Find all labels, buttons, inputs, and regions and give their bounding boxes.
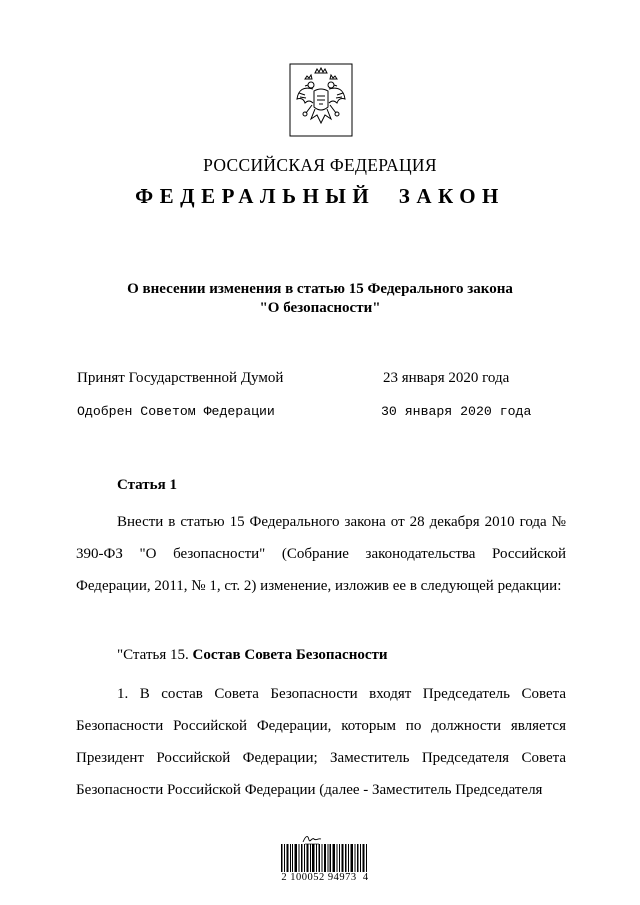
- quoted-article-heading: [117, 647, 388, 664]
- approved-by-council-date: 30 января 2020 года: [381, 404, 532, 419]
- document-type: ФЕДЕРАЛЬНЫЙ ЗАКОН: [135, 184, 505, 208]
- approved-by-council-label: Одобрен Советом Федерации: [77, 404, 275, 419]
- law-title-line-2: "О безопасности": [259, 300, 381, 316]
- barcode-icon: [281, 844, 367, 872]
- coat-of-arms-icon: [289, 63, 353, 137]
- article-point-1: 1. В состав Совета Безопасности входят Председатель Совета Безопасности Российской Федерации, которым по должности является Президент Российской Федерации; Заместитель Председателя Совета Безопасности Российской Федерации (далее - Заместитель Председателя: [76, 686, 566, 798]
- article-1-paragraph: Внести в статью 15 Федерального закона от 28 декабря 2010 года № 390-ФЗ "О безопасности" (Собрание законодательства Российской Федерации, 2011, № 1, ст. 2) изменение, изложив ее в следующей редакции:: [76, 514, 566, 594]
- law-title-line-1: О внесении изменения в статью 15 Федерального закона: [127, 281, 513, 297]
- adopted-by-duma-label: Принят Государственной Думой: [77, 370, 284, 386]
- quoted-article-prefix: "Статья 15.: [117, 647, 189, 663]
- quoted-article-title: Состав Совета Безопасности: [192, 647, 388, 663]
- law-title: [60, 280, 580, 318]
- barcode-number: 2 100052 94973 4: [281, 872, 369, 883]
- adopted-by-duma-date: 23 января 2020 года: [383, 370, 510, 386]
- article-1-heading: Статья 1: [117, 477, 177, 493]
- country-name: РОССИЙСКАЯ ФЕДЕРАЦИЯ: [203, 155, 437, 175]
